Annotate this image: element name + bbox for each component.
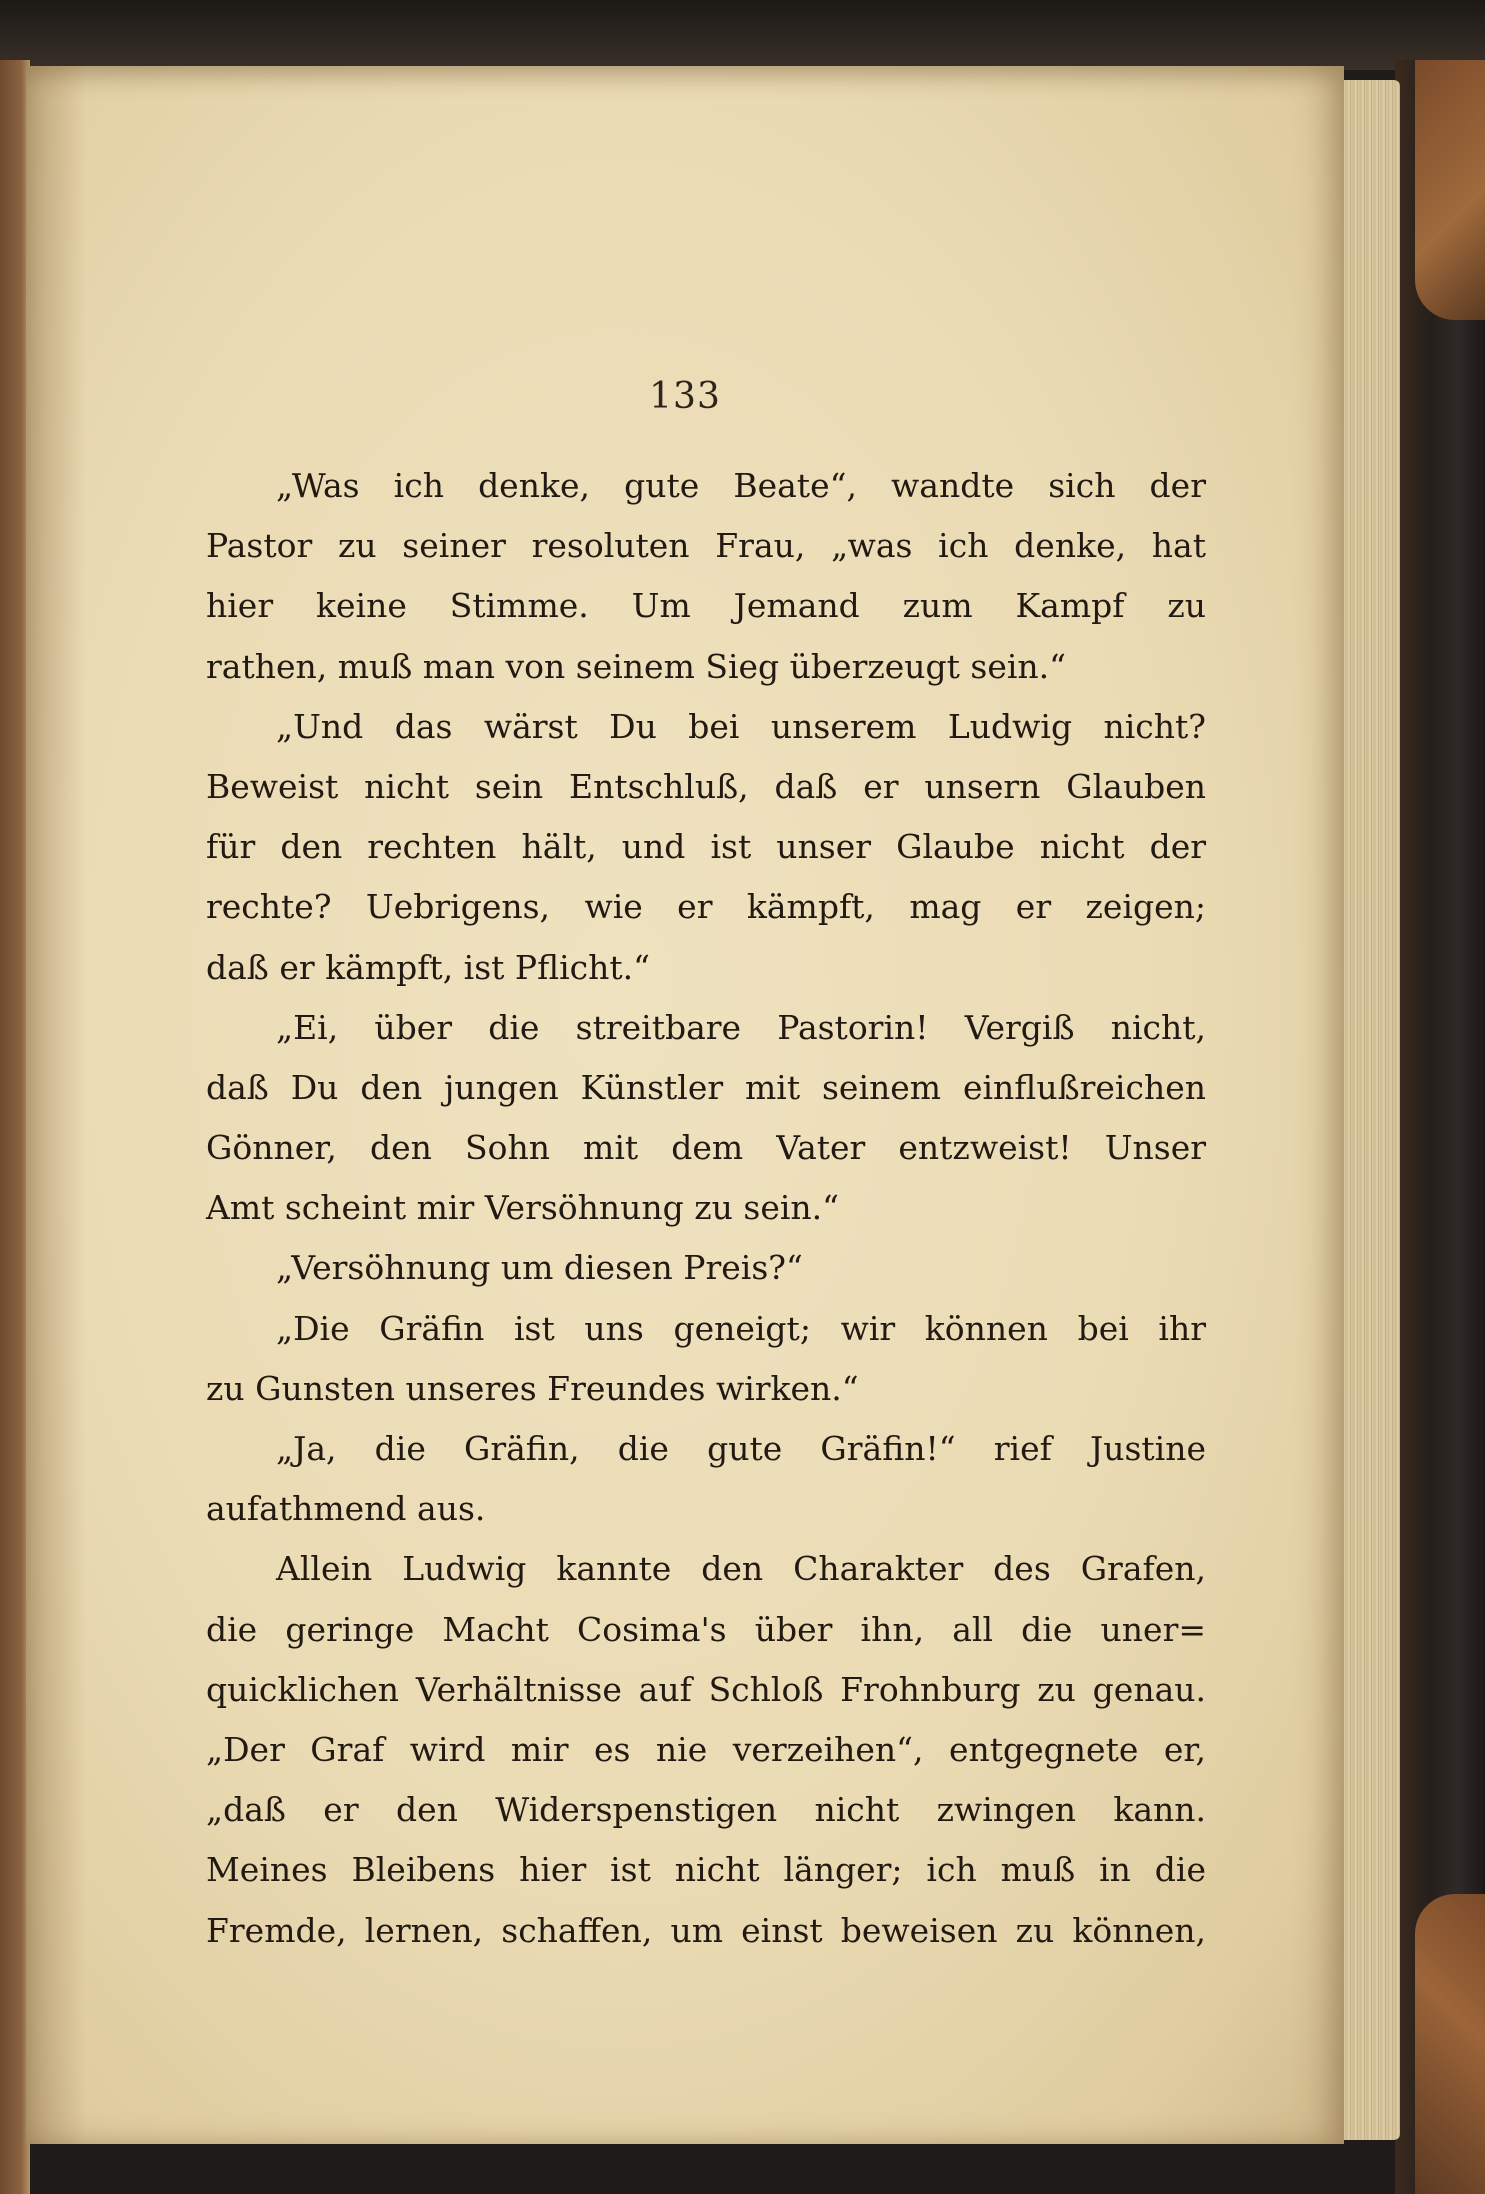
body-text — [206, 456, 1206, 1961]
leather-corner-top — [1415, 60, 1485, 320]
text-line: „Ei, über die streitbare Pastorin! Vergiß nicht, — [276, 1007, 1206, 1047]
text-line: Amt scheint mir Versöhnung zu sein.“ — [206, 1188, 840, 1228]
text-line: aufathmend aus. — [206, 1489, 486, 1529]
text-line: „Die Gräfin ist uns geneigt; wir können bei ihr — [276, 1308, 1206, 1348]
text-line: rechte? Uebrigens, wie er kämpft, mag er zeigen; — [206, 887, 1206, 927]
text-line: „daß er den Widerspenstigen nicht zwingen kann. — [206, 1790, 1206, 1830]
text-line: für den rechten hält, und ist unser Glaube nicht der — [206, 827, 1206, 867]
text-line: quicklichen Verhältnisse auf Schloß Frohnburg zu genau. — [206, 1669, 1206, 1709]
text-line: Fremde, lernen, schaffen, um einst beweisen zu können, — [206, 1910, 1206, 1950]
text-line: „Was ich denke, gute Beate“, wandte sich der — [276, 466, 1206, 505]
leather-corner-bottom — [1415, 1894, 1485, 2194]
text-line: daß er kämpft, ist Pflicht.“ — [206, 947, 651, 987]
book-cover-right — [1395, 60, 1485, 2194]
text-line: die geringe Macht Cosima's über ihn, all die uner= — [206, 1609, 1206, 1649]
text-line: Pastor zu seiner resoluten Frau, „was ich denke, hat — [206, 526, 1206, 566]
text-line: Allein Ludwig kannte den Charakter des Grafen, — [276, 1549, 1206, 1589]
page-number: 133 — [649, 376, 721, 417]
text-line: zu Gunsten unseres Freundes wirken.“ — [206, 1368, 859, 1408]
text-line: „Ja, die Gräfin, die gute Gräfin!“ rief Justine — [276, 1429, 1206, 1468]
text-line: rathen, muß man von seinem Sieg überzeugt sein.“ — [206, 646, 1067, 686]
text-line: „Der Graf wird mir es nie verzeihen“, entgegnete er, — [206, 1729, 1206, 1769]
text-line: hier keine Stimme. Um Jemand zum Kampf zu — [206, 586, 1206, 626]
text-line: Meines Bleibens hier ist nicht länger; ich muß in die — [206, 1850, 1206, 1890]
text-line: „Versöhnung um diesen Preis?“ — [276, 1248, 803, 1288]
book-page — [26, 66, 1344, 2144]
book-cover-top — [0, 0, 1485, 70]
text-line: „Und das wärst Du bei unserem Ludwig nicht? — [276, 706, 1206, 746]
text-line: Gönner, den Sohn mit dem Vater entzweist! Unser — [206, 1128, 1206, 1168]
text-line: Beweist nicht sein Entschluß, daß er unsern Glauben — [206, 766, 1206, 806]
text-line: daß Du den jungen Künstler mit seinem einflußreichen — [206, 1067, 1206, 1107]
